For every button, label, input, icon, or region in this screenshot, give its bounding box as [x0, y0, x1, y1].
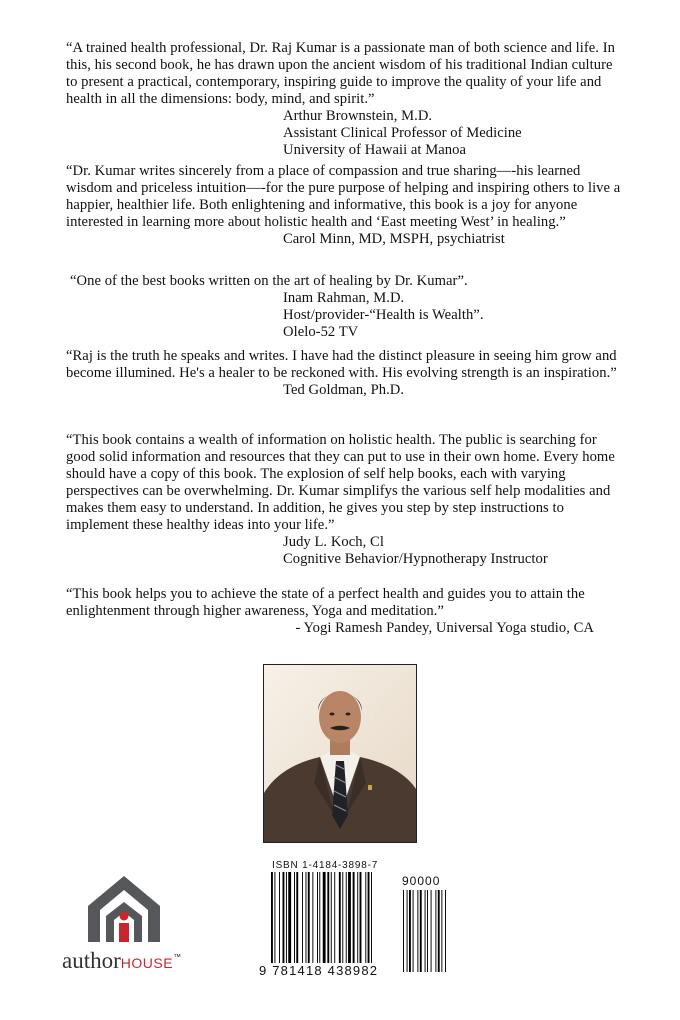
- addon-bar: [403, 890, 404, 972]
- review-attribution: [283, 534, 626, 568]
- reviewer-name: Judy L. Koch, Cl: [283, 534, 384, 550]
- review-2: [66, 163, 626, 248]
- barcode-bar: [357, 872, 358, 964]
- review-6: [66, 586, 626, 637]
- review-attribution: [283, 231, 626, 248]
- isbn-label: ISBN 1-4184-3898-7: [272, 860, 379, 871]
- barcode-bar: [312, 872, 313, 964]
- price-code: 90000: [402, 874, 441, 888]
- addon-bar: [445, 890, 446, 972]
- barcode-bar: [353, 872, 355, 964]
- review-text: “This book contains a wealth of information on holistic health. The public is searching for good solid information and resources that they can put to use in their own home. Every home should have a copy of this book. The explosion of self help books, each with varying perspectives can be overwhelming. Dr. Kumar simplifys the various self help modalities and makes them easy to understand. In addition, he gives you step by step instructions to implement these healthy ideas into your life.”: [66, 432, 615, 533]
- barcode-bar: [327, 872, 329, 964]
- author-portrait-image: [264, 665, 416, 842]
- reviewer-title: Cognitive Behavior/Hypnotherapy Instructor: [283, 551, 548, 567]
- barcode-bar: [348, 872, 351, 964]
- review-attribution: [283, 108, 626, 159]
- publisher-name: [62, 948, 181, 974]
- review-5: [66, 432, 626, 568]
- barcode-bar: [319, 872, 320, 964]
- barcode-bar: [346, 872, 347, 964]
- barcode-bar: [302, 872, 303, 964]
- barcode-bar: [339, 872, 341, 964]
- price-addon-bars: [403, 890, 446, 972]
- publisher-name-part1: author: [62, 948, 121, 973]
- review-text: “This book helps you to achieve the state of a perfect health and guides you to attain the enlightenment through higher awareness, Yoga and meditation.”: [66, 586, 585, 619]
- barcode-bar: [334, 872, 335, 964]
- barcode-bar: [323, 872, 326, 964]
- barcode-bar: [271, 872, 273, 972]
- reviewer-name: Arthur Brownstein, M.D.: [283, 108, 433, 124]
- barcode-bar: [274, 872, 275, 972]
- barcode-bar: [306, 872, 307, 964]
- barcode-bar: [308, 872, 310, 964]
- trademark-symbol: ™: [173, 952, 182, 962]
- reviewer-title: Assistant Clinical Professor of Medicine: [283, 125, 522, 141]
- authorhouse-house-icon: [62, 872, 212, 947]
- barcode-bar: [331, 872, 332, 964]
- ean-number: 9 781418 438982: [259, 963, 379, 978]
- review-3: [70, 273, 630, 341]
- barcode-bar: [317, 872, 318, 964]
- barcode-bar: [368, 872, 370, 964]
- publisher-name-part2: HOUSE: [120, 955, 174, 971]
- addon-bar: [413, 890, 414, 972]
- addon-bar: [425, 890, 426, 972]
- barcode-bar: [279, 872, 280, 964]
- reviewer-name: Carol Minn, MD, MSPH, psychiatrist: [283, 231, 505, 247]
- reviewer-affiliation: Olelo-52 TV: [283, 324, 359, 340]
- addon-bar: [409, 890, 411, 972]
- addon-bar: [441, 890, 442, 972]
- barcode-bar: [283, 872, 285, 964]
- review-text: “One of the best books written on the art of healing by Dr. Kumar”.: [70, 273, 468, 289]
- barcode-bar: [360, 872, 362, 964]
- review-1: [66, 40, 626, 159]
- barcode-bar: [296, 872, 298, 964]
- reviewer-affiliation: University of Hawaii at Manoa: [283, 142, 467, 158]
- review-text: “A trained health professional, Dr. Raj Kumar is a passionate man of both science and life. In this, his second book, he has drawn upon the ancient wisdom of his traditional Indian culture to present a practical, contemporary, inspiring guide to improve the quality of your life and health in all the dimensions: body, mind, and spirit.”: [66, 40, 615, 107]
- barcode-bar: [371, 872, 372, 972]
- addon-bar: [407, 890, 408, 972]
- review-4: [66, 348, 626, 399]
- reviewer-name: Inam Rahman, M.D.: [283, 290, 405, 306]
- review-attribution: [66, 620, 626, 637]
- reviewer-title: Host/provider-“Health is Wealth”.: [283, 307, 484, 323]
- reviewer-name: Ted Goldman, Ph.D.: [283, 382, 405, 398]
- barcode-bar: [286, 872, 287, 964]
- addon-bar: [420, 890, 422, 972]
- addon-bar: [417, 890, 418, 972]
- author-photo: [263, 664, 417, 843]
- review-text: “Dr. Kumar writes sincerely from a place of compassion and true sharing—-his learned wisdom and priceless intuition—-for the pure purpose of helping and inspiring others to live a happier, healthier life. Both enlightening and informative, this book is a joy for anyone interested in learning more about holistic health and ‘East meeting West’ in healing.”: [66, 163, 621, 230]
- barcode-bar: [365, 872, 366, 964]
- addon-bar: [431, 890, 432, 972]
- addon-bar: [427, 890, 428, 972]
- review-text: “Raj is the truth he speaks and writes. I have had the distinct pleasure in seeing him grow and become illumined. He's a healer to be reckoned with. His evolving strength is an inspiration.”: [66, 348, 617, 381]
- addon-bar: [435, 890, 436, 972]
- barcode-bar: [342, 872, 343, 964]
- review-attribution: [283, 382, 626, 399]
- barcode-bars: [271, 872, 372, 972]
- addon-bar: [438, 890, 440, 972]
- reviewer-name: - Yogi Ramesh Pandey, Universal Yoga studio, CA: [295, 620, 594, 636]
- barcode-bar: [288, 872, 291, 964]
- barcode-bar: [294, 872, 295, 964]
- review-attribution: [283, 290, 630, 341]
